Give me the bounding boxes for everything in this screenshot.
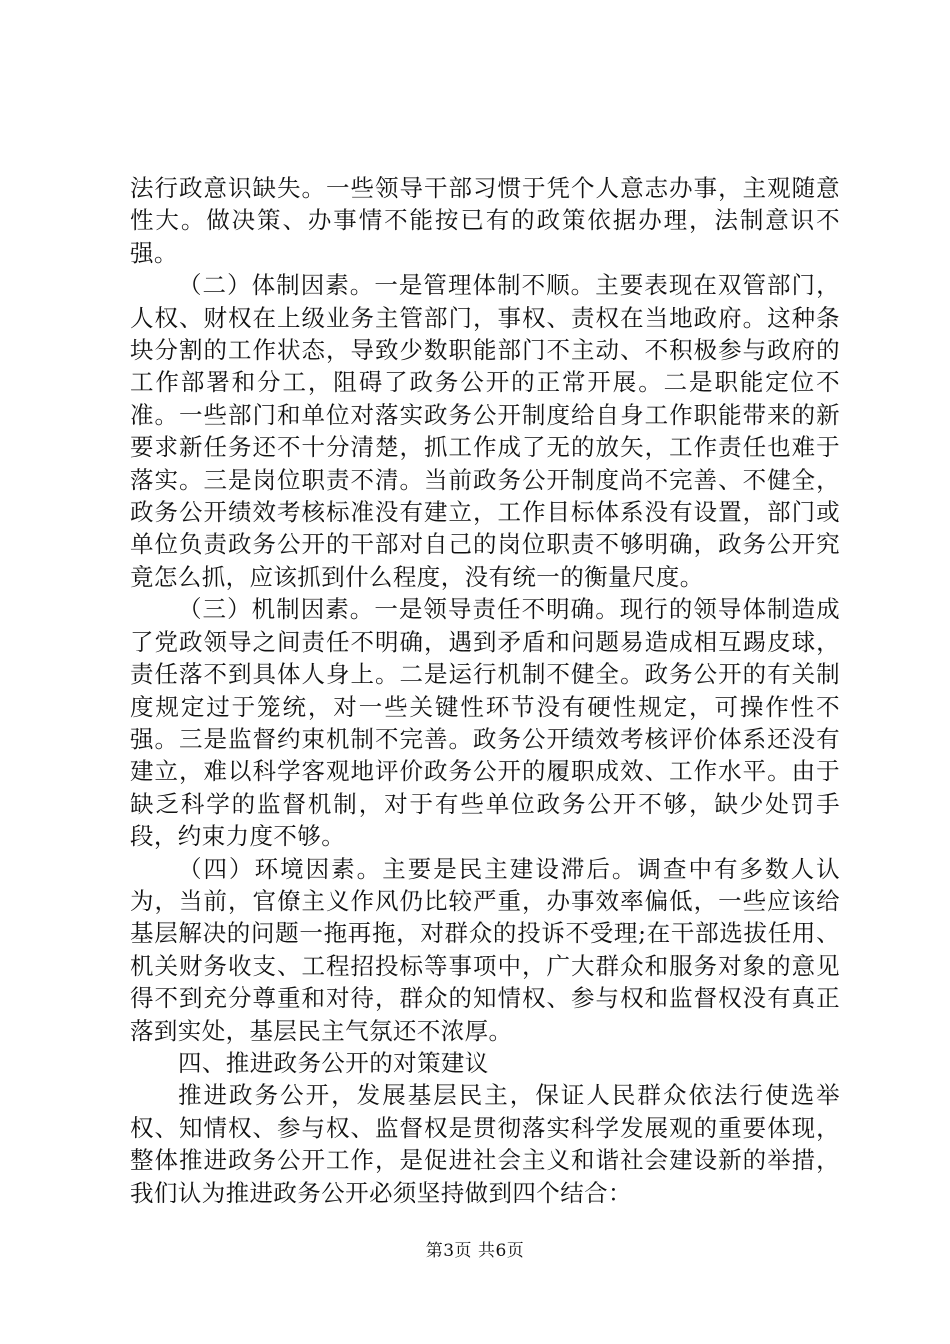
paragraph-continuation: 法行政意识缺失。一些领导干部习惯于凭个人意志办事，主观随意性大。做决策、办事情不能按已有的政策依据办理，法制意识不强。	[130, 174, 840, 267]
paragraph-institutional-factors: （二）体制因素。一是管理体制不顺。主要表现在双管部门，人权、财权在上级业务主管部门，事权、责权在当地政府。这种条块分割的工作状态，导致少数职能部门不主动、不积极参与政府的工作部署和分工，阻碍了政务公开的正常开展。二是职能定位不准。一些部门和单位对落实政务公开制度给自身工作职能带来的新要求新任务还不十分清楚，抓工作成了无的放矢，工作责任也难于落实。三是岗位职责不清。当前政务公开制度尚不完善、不健全，政务公开绩效考核标准没有建立，工作目标体系没有设置，部门或单位负责政务公开的干部对自己的岗位职责不够明确，政务公开究竟怎么抓，应该抓到什么程度，没有统一的衡量尺度。	[130, 271, 840, 591]
document-body	[130, 172, 840, 1209]
page-footer: 第3页 共6页	[425, 1241, 525, 1261]
section-heading: 四、推进政务公开的对策建议	[178, 1048, 489, 1077]
paragraph-countermeasures: 推进政务公开，发展基层民主，保证人民群众依法行使选举权、知情权、参与权、监督权是贯彻落实科学发展观的重要体现，整体推进政务公开工作，是促进社会主义和谐社会建设新的举措，我们认为推进政务公开必须坚持做到四个结合：	[130, 1081, 840, 1207]
paragraph-environment-factors: （四）环境因素。主要是民主建设滞后。调查中有多数人认为，当前，官僚主义作风仍比较严重，办事效率偏低，一些应该给基层解决的问题一拖再拖，对群众的投诉不受理;在干部选拔任用、机关财务收支、工程招投标等事项中，广大群众和服务对象的意见得不到充分尊重和对待，群众的知情权、参与权和监督权没有真正落到实处，基层民主气氛还不浓厚。	[130, 854, 840, 1045]
paragraph-mechanism-factors: （三）机制因素。一是领导责任不明确。现行的领导体制造成了党政领导之间责任不明确，遇到矛盾和问题易造成相互踢皮球，责任落不到具体人身上。二是运行机制不健全。政务公开的有关制度规定过于笼统，对一些关键性环节没有硬性规定，可操作性不强。三是监督约束机制不完善。政务公开绩效考核评价体系还没有建立，难以科学客观地评价政务公开的履职成效、工作水平。由于缺乏科学的监督机制，对于有些单位政务公开不够，缺少处罚手段，约束力度不够。	[130, 595, 840, 851]
